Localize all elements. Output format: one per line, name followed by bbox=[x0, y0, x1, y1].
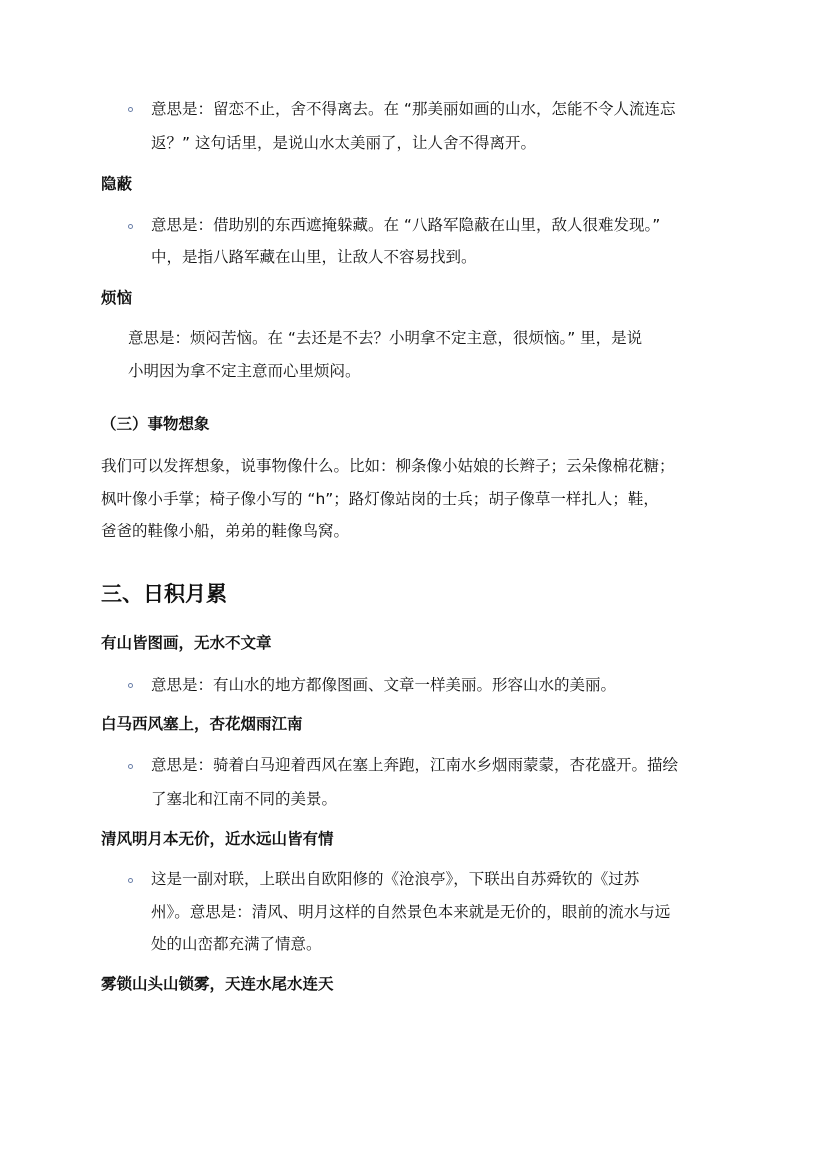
saying-3-meaning-line2: 州》。意思是：清风、明月这样的自然景色本来就是无价的，眼前的流水与远 bbox=[151, 903, 671, 921]
saying-title-2: 白马西风塞上，杏花烟雨江南 bbox=[101, 715, 303, 733]
saying-3-meaning-line3: 处的山峦都充满了情意。 bbox=[151, 935, 322, 953]
bullet-icon bbox=[128, 878, 133, 883]
bullet-icon bbox=[128, 107, 133, 112]
bullet-icon bbox=[128, 224, 133, 229]
fannao-definition-line1: 意思是：烦闷苦恼。在 “去还是不去？小明拿不定主意，很烦恼。” 里，是说 bbox=[128, 329, 643, 347]
liulian-definition-line2: 返？” 这句话里，是说山水太美丽了，让人舍不得离开。 bbox=[151, 134, 536, 152]
saying-3-meaning-line1: 这是一副对联，上联出自欧阳修的《沧浪亭》，下联出自苏舜钦的《过苏 bbox=[151, 870, 640, 888]
liulian-definition-line1: 意思是：留恋不止，舍不得离去。在 “那美丽如画的山水，怎能不令人流连忘 bbox=[151, 100, 676, 118]
bullet-icon bbox=[128, 764, 133, 769]
imagination-paragraph-line3: 爸爸的鞋像小船，弟弟的鞋像鸟窝。 bbox=[101, 522, 350, 540]
fannao-definition-line2: 小明因为拿不定主意而心里烦闷。 bbox=[128, 362, 361, 380]
yinbi-definition-line2: 中，是指八路军藏在山里，让敌人不容易找到。 bbox=[151, 248, 477, 266]
term-title-fannao: 烦恼 bbox=[101, 289, 133, 307]
subsection-title-imagination: （三）事物想象 bbox=[101, 415, 210, 433]
saying-1-meaning-line1: 意思是：有山水的地方都像图画、文章一样美丽。形容山水的美丽。 bbox=[151, 676, 617, 694]
saying-title-4: 雾锁山头山锁雾，天连水尾水连天 bbox=[101, 975, 334, 993]
imagination-paragraph-line2: 枫叶像小手掌；椅子像小写的 “h”；路灯像站岗的士兵；胡子像草一样扎人；鞋， bbox=[101, 490, 659, 508]
saying-2-meaning-line2: 了塞北和江南不同的美景。 bbox=[151, 790, 338, 808]
imagination-paragraph-line1: 我们可以发挥想象，说事物像什么。比如：柳条像小姑娘的长辫子；云朵像棉花糖； bbox=[101, 457, 675, 475]
term-title-yinbi: 隐蔽 bbox=[101, 175, 133, 193]
section-heading-accumulate: 三、日积月累 bbox=[101, 582, 227, 606]
bullet-icon bbox=[128, 683, 133, 688]
yinbi-definition-line1: 意思是：借助别的东西遮掩躲藏。在 “八路军隐蔽在山里，敌人很难发现。” bbox=[151, 216, 661, 234]
saying-title-3: 清风明月本无价，近水远山皆有情 bbox=[101, 830, 334, 848]
saying-title-1: 有山皆图画，无水不文章 bbox=[101, 634, 272, 652]
saying-2-meaning-line1: 意思是：骑着白马迎着西风在塞上奔跑，江南水乡烟雨蒙蒙，杏花盛开。描绘 bbox=[151, 756, 679, 774]
